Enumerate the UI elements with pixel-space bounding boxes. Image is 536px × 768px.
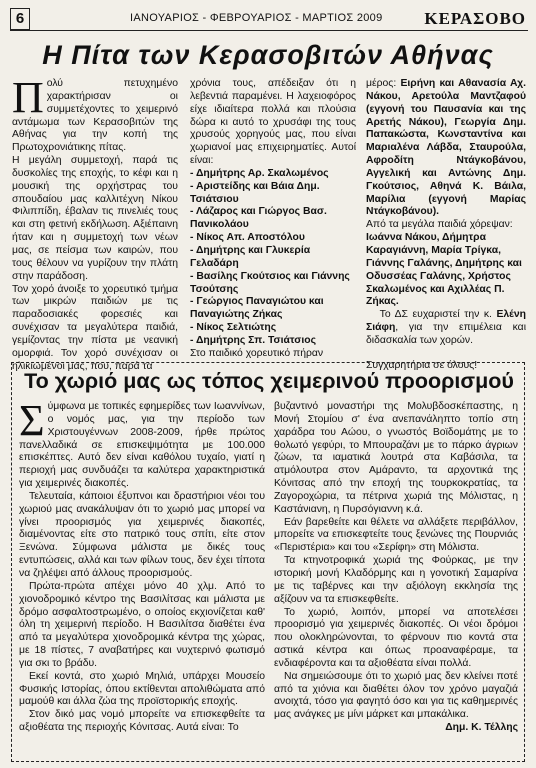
older-dancers: Ιωάννα Νάκου, Δήμητρα Καραγιάννη, Μαρία Τρίγκα, Γιάννης Γαλάνης, Δημήτρης και Οδυσσέας Γαλάνης, Χρήστος Σκαλωμένος και Αχιλλέας Π. Ζήκας. bbox=[366, 232, 522, 308]
article-title-pita: Η Πίτα των Κερασοβιτών Αθήνας bbox=[42, 40, 494, 70]
article1-column-3 bbox=[366, 78, 526, 373]
instructor-name: Ελένη Σιάφη bbox=[366, 309, 526, 334]
article2-column-1 bbox=[19, 396, 265, 735]
sponsor-item: - Γεώργιος Παναγιώτου και Παναγιώτης Ζήκας bbox=[190, 296, 324, 321]
sponsor-item: - Αριστείδης και Βάια Δημ. Τσιάτσιου bbox=[190, 180, 320, 205]
sponsor-item: - Βασίλης Γκούτσιος και Γιάννης Τσούτσης bbox=[190, 270, 350, 295]
paragraph: χρόνια τους, απέδειξαν ότι η λεβεντιά παραμένει. Η λαχειοφόρος είχε ιδιαίτερα πολλά και πλούσια δώρα κι αυτό το χρυσάφι της τους χρυσούς χορηγούς μας, που είναι χωριανοί μας επιχειρηματίες. Αυτοί είναι: bbox=[190, 78, 356, 167]
children-dancers: Ειρήνη και Αθανασία Αχ. Νάκου, Αρετούλα Μαντζαφού (εγγονή του Παυσανία και της Αρετής Νάκου), Γεωργία Δημ. Παπακώστα, Κωνσταντίνα και Μαριαλένα Λάβδα, Σταυρούλα, Αφροδίτη Ντάγκοβάνου, Αγγελική και Αντώνης Δημ. Γκούτσιος, Αθηνά Κ. Βάιλα, Μαρίλια (εγγονή Μαρίας Ντάγκοβάνου). bbox=[366, 78, 527, 218]
page-number: 6 bbox=[10, 8, 30, 30]
paragraph: Από τα μεγάλα παιδιά χόρεψαν: bbox=[366, 219, 513, 231]
paragraph: Πολύ πετυχημένο χαρακτήρισαν οι συμμετέχοντες το χειμερινό αντάμωμα των Κερασοβιτών της Αθήνας για την κοπή της Πρωτοχρονιάτικης πίτας. bbox=[12, 73, 178, 154]
article2-column-2 bbox=[274, 401, 518, 735]
paragraph: Στον δικό μας νομό μπορείτε να επισκεφθείτε τα αξιοθέατα της περιοχής Κόνιτσας. Αυτά είναι: Το bbox=[19, 709, 265, 734]
paragraph: Πρώτα-πρώτα απέχει μόνο 40 χλμ. Από το χιονοδρομικό κέντρο της Βασιλίτσας και μάλιστα με δρόμο ασφαλτοστρωμένο, ο οποίος εκχιονίζεται καθ' όλη τη χειμερινή περίοδο. Η Βασιλίτσα διαθέτει ένα από τα μεγαλύτερα χιονοδρομικά κέντρα της χώρας, με 18 πίστες, 7 αναβατήρες και νυχτερινό φωτισμό για σκι το βράδυ. bbox=[19, 580, 265, 669]
article2-box bbox=[11, 359, 525, 762]
article1-column-2 bbox=[190, 78, 356, 361]
sponsor-item: - Δημήτρης Σπ. Τσιάτσιος bbox=[190, 334, 317, 346]
paragraph: Η μεγάλη συμμετοχή, παρά τις δυσκολίες της εποχής, το κέφι και η μουσική της ορχήστρας του σπουδαίου μας καλλιτέχνη Νίκου Φιλιππίδη, έβαλαν τις πινελιές τους και στη φετινή εκδήλωση. Αξιέπαινη ήταν και η συμμετοχή των νέων μας, σε πείσμα των καιρών, που τους θέλουν να γυρίζουν την πλάτη στην παράδοση. bbox=[12, 155, 178, 282]
paragraph: Τελευταία, κάποιοι έξυπνοι και δραστήριοι νέοι του χωριού μας ανακάλυψαν ότι το χωριό μας μπορεί να γίνει προορισμός για χειμερινές διακοπές, διαμένοντας είτε στο πατρικό τους σπίτι, είτε στον Ξενώνα. Σύμφωνα μάλιστα με δικές τους εντυπώσεις, αλλά και των φίλων τους, δεν έχει τίποτα να ζηλέψει από άλλους προορισμούς. bbox=[19, 490, 265, 579]
paragraph: Στο παιδικό χορευτικό πήραν bbox=[190, 347, 324, 359]
drop-cap: Π bbox=[12, 73, 44, 122]
author-signature: Δημ. Κ. Τέλλης bbox=[445, 722, 518, 734]
closing-line: Συγχαρητήρια σε όλους! bbox=[366, 359, 478, 371]
article1-column-1 bbox=[12, 73, 178, 373]
sponsor-item: - Λάζαρος και Γιώργος Βασ. Πανικολάου bbox=[190, 206, 327, 231]
sponsor-list bbox=[190, 168, 356, 348]
thanks-paragraph: Το ΔΣ ευχαριστεί την κ. Ελένη Σιάφη, για την επιμέλεια και διδασκαλία των χορών. bbox=[366, 309, 526, 346]
paragraph: Εκεί κοντά, στο χωριό Μηλιά, υπάρχει Μουσείο Φυσικής Ιστορίας, όπου εκτίθενται απολιθώματα από μαμούθ και άλλα ζώα της προϊστορικής εποχής. bbox=[19, 670, 265, 708]
issue-date: ΙΑΝΟΥΑΡΙΟΣ - ΦΕΒΡΟΥΑΡΙΟΣ - ΜΑΡΤΙΟΣ 2009 bbox=[130, 12, 383, 24]
page-header bbox=[10, 8, 528, 31]
paragraph: μέρος: Ειρήνη και Αθανασία Αχ. Νάκου, Αρετούλα Μαντζαφού (εγγονή του Παυσανία και της Αρετής Νάκου), Γεωργία Δημ. Παπακώστα, Κωνσταντίνα και Μαριαλένα Λάβδα, Σταυρούλα, Αφροδίτη Ντάγκοβάνου, Αγγελική και Αντώνης Δημ. Γκούτσιος, Αθηνά Κ. Βάιλα, Μαρίλια (εγγονή Μαρίας Ντάγκοβάνου). bbox=[366, 78, 527, 218]
sponsor-item: - Δημήτρης Αρ. Σκαλωμένος bbox=[190, 167, 329, 179]
drop-cap: Σ bbox=[19, 396, 45, 445]
paragraph: Το χωριό, λοιπόν, μπορεί να αποτελέσει προορισμό για χειμερινές διακοπές. Οι νέοι δρόμοι που ολοκληρώνονται, το φέρνουν πιο κοντά στα αστικά κέντρα και όπως προαναφέραμε, τα ενδιαφέροντα και τα αξιοθέατα είναι πολλά. bbox=[274, 606, 518, 669]
paragraph: Σύμφωνα με τοπικές εφημερίδες των Ιωαννίνων, ο νομός μας, για την περίοδο των Χριστουγέννων 2008-2009, ήρθε πρώτος πανελλαδικά σε επισκεψιμότητα με 100.000 επισκέπτες. Αυτό δεν είναι καθόλου τυχαίο, γιατί η περιοχή μας συνδυάζει τα καλύτερα χαρακτηριστικά για χειμερινές διακοπές. bbox=[19, 396, 265, 490]
article-title-winter: Το χωριό μας ως τόπος χειμερινού προορισμού bbox=[24, 369, 514, 393]
sponsor-item: - Νίκος Απ. Αποστόλου bbox=[190, 232, 305, 244]
paragraph: Τα κτηνοτροφικά χωριά της Φούρκας, με την ιστορική μονή Κλαδόρμης και η γονοτική Σαμαρίνα με τις ταβέρνες και την αξιόλογη εκκλησία της αξίζουν να τα επισκεφθείτε. bbox=[274, 555, 518, 605]
paragraph: Να σημειώσουμε ότι το χωριό μας δεν κλείνει ποτέ από τα χιόνια και διαθέτει όλον τον χρόνο μαγαζιά ανοιχτά, τόσο για φαγητό όσο και για τις καθημερινές μας ανάγκες με μίνι μάρκετ και μπακάλικα. bbox=[274, 670, 518, 721]
paragraph: Τον χορό άνοιξε το χορευτικό τμήμα των μικρών παιδιών με τις παραδοσιακές φορεσιές και συνέχισαν τα μεγαλύτερα παιδιά, γεμίζοντας την πίστα με νεανική ομορφιά. Τον χορό συνέχισαν οι ηλικιωμένοι μας, που, παρά τα bbox=[12, 283, 178, 372]
paragraph: Εάν βαρεθείτε και θέλετε να αλλάξετε περιβάλλον, μπορείτε να επισκεφτείτε τους ξενώνες της Πουρνιάς «Περιστέρια» και του «Σερίφη» στη Μόλιστα. bbox=[274, 516, 518, 554]
sponsor-item: - Δημήτρης και Γλυκερία Γελαδάρη bbox=[190, 244, 311, 269]
newspaper-name: ΚΕΡΑΣΟΒΟ bbox=[424, 9, 526, 28]
paragraph: βυζαντινό μοναστήρι της Μολυβδοσκέπαστης, η Μονή Στομίου σ' ένα ανεπανάληπτο τοπίο στη χαράδρα του Αώου, ο γνωστός Βοϊδομάτης με το θολωτό γεφύρι, το Μπουραζάνι με το πάρκο άγριων ζώων, τα ιαματικά λουτρά στα Καβάσιλα, τα ατμόλουτρα στον Αμάραντο, τα αρχοντικά της Κόνιτσας από την εποχή της τουρκοκρατίας, τα Ζαγοροχώρια, τα πέτρινα χωριά της Μόλιστας, η Καστάνιανη, η Πυρσόγιαννη κ.ά. bbox=[274, 401, 518, 515]
sponsor-item: - Νίκος Σελτιώτης bbox=[190, 322, 277, 334]
